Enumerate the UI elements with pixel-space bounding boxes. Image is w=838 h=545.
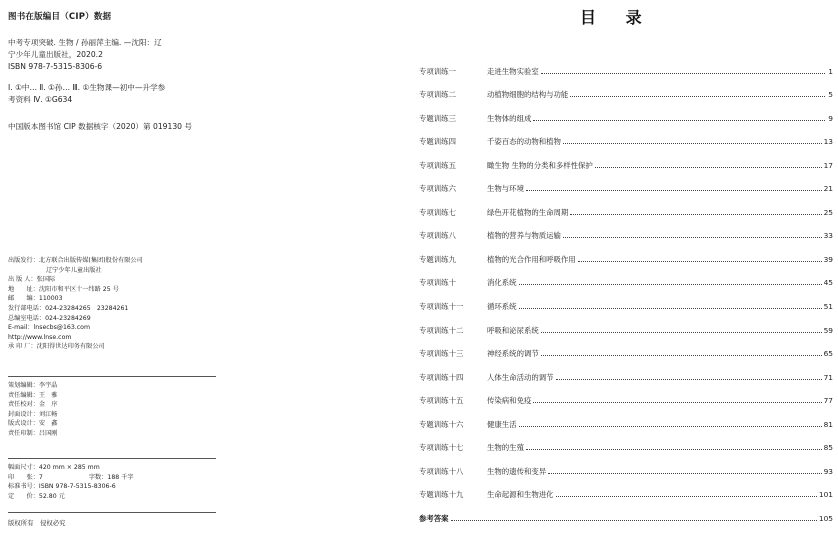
dot-leader	[541, 73, 825, 74]
toc-page	[412, 0, 838, 545]
toc-entry-label: 专项训练八	[419, 231, 456, 241]
toc-entry-title: 绿色开花植物的生命周期	[487, 207, 569, 217]
spec-line: 定 价：52.80 元	[8, 492, 65, 500]
toc-entry-title: 传染病和免疫	[487, 396, 532, 406]
copyright-page	[0, 0, 412, 545]
toc-entry-references[interactable]	[419, 512, 833, 524]
toc-entry[interactable]	[419, 277, 833, 289]
toc-entry[interactable]	[419, 112, 833, 124]
dot-leader	[556, 379, 822, 380]
toc-entry-title: 人体生命活动的调节	[487, 372, 554, 382]
toc-entry-page: 21	[823, 184, 833, 194]
toc-entry-title: 呼吸和泌尿系统	[487, 325, 539, 335]
rights-notice: 版权所有 侵权必究	[8, 519, 66, 527]
dot-leader	[578, 261, 822, 262]
toc-entry-label: 专题训练四	[419, 137, 456, 147]
dot-leader	[519, 308, 822, 309]
publisher-line: 总编室电话：024-23284269	[8, 314, 91, 322]
toc-entry-title: 健康生活	[487, 419, 517, 429]
toc-entry[interactable]	[419, 253, 833, 265]
dot-leader	[526, 449, 822, 450]
toc-entry[interactable]	[419, 418, 833, 430]
toc-entry-title: 走进生物实验室	[487, 66, 539, 76]
publisher-line: 辽宁少年儿童出版社	[46, 266, 102, 274]
toc-entry-label: 专项训练十五	[419, 396, 464, 406]
toc-entry-title: 循环系统	[487, 302, 517, 311]
toc-entry-page: 33	[823, 231, 833, 241]
toc-entry-page: 65	[823, 349, 833, 359]
dot-leader	[541, 355, 822, 356]
toc-entry-page: 77	[823, 396, 833, 406]
publisher-line: http://www.lnse.com	[8, 333, 72, 341]
spec-line: 标准书号：ISBN 978-7-5315-8306-6	[8, 483, 116, 491]
spec-sheets: 印 张：7	[8, 473, 43, 481]
dot-leader	[533, 402, 821, 403]
toc-entry-page: 85	[823, 443, 833, 453]
toc-entry[interactable]	[419, 206, 833, 218]
toc-entry[interactable]	[419, 159, 833, 171]
spec-line	[8, 473, 134, 483]
toc-entry-page: 93	[823, 466, 833, 476]
toc-entry-title: 动植物细胞的结构与功能	[487, 90, 569, 100]
toc-entry-page: 39	[823, 254, 833, 264]
toc-entry-label: 专项训练十一	[419, 302, 464, 311]
toc-entry-title: 生物的遗传和变异	[487, 466, 547, 476]
toc-entry-title: 生物与环境	[487, 184, 524, 194]
toc-entry-page: 45	[823, 278, 833, 288]
dot-leader	[563, 237, 822, 238]
spec-word-count: 字数：188 千字	[88, 473, 134, 481]
toc-entry-page: 101	[818, 490, 833, 500]
dot-leader	[451, 520, 817, 521]
toc-entry-page: 13	[823, 137, 833, 147]
toc-entry-page: 81	[823, 419, 833, 429]
publisher-line: 发行部电话：024-23284265 23284261	[8, 304, 129, 312]
toc-entry[interactable]	[419, 442, 833, 454]
toc-entry-title: 生物体的组成	[487, 113, 532, 123]
toc-entry-label: 专项训练六	[419, 184, 456, 194]
toc-entry-page: 59	[823, 325, 833, 335]
staff-line: 封面设计：刘江畅	[8, 410, 58, 418]
toc-entry-label: 参考答案	[419, 513, 449, 523]
staff-credits	[8, 381, 58, 439]
cip-line: 宁少年儿童出版社，2020.2	[8, 50, 103, 59]
toc-entry-page: 71	[823, 372, 833, 382]
cip-line: 考资料 Ⅳ. ①G634	[8, 95, 73, 104]
staff-line: 责任编辑：王 雅	[8, 391, 58, 399]
dot-leader	[563, 143, 822, 144]
toc-entry-page: 1	[828, 66, 833, 76]
dot-leader	[541, 332, 822, 333]
toc-entry-page: 105	[818, 513, 833, 523]
toc-entry-title: 瞰生物 生物的分类和多样性保护	[487, 160, 593, 170]
staff-line: 责任印制：吕国刚	[8, 429, 58, 437]
toc-entry-title: 神经系统的调节	[487, 349, 539, 359]
cip-line: Ⅰ. ①中… Ⅱ. ①孙… Ⅲ. ①生物课—初中—升学参	[8, 83, 166, 92]
cip-record	[8, 37, 248, 73]
publisher-line: 承 印 厂：沈阳得世达印务有限公司	[8, 343, 105, 351]
toc-entry[interactable]	[419, 489, 833, 501]
toc-entry-title: 植物的营养与物质运输	[487, 231, 561, 241]
toc-entry-title: 植物的光合作用和呼吸作用	[487, 254, 576, 264]
toc-entry-label: 专项训练十八	[419, 466, 464, 476]
toc-entry-label: 专题训练九	[419, 254, 456, 264]
toc-entry[interactable]	[419, 324, 833, 336]
divider	[8, 512, 216, 513]
toc-entry-label: 专项训练十七	[419, 443, 464, 453]
cip-classification	[8, 82, 165, 106]
toc-entry-page: 51	[823, 302, 833, 311]
publisher-line: E-mail：lnsecbs@163.com	[8, 324, 90, 332]
cip-line: 中考专项突破. 生物 / 孙丽萍主编. —沈阳：辽	[8, 38, 162, 47]
toc-entry[interactable]	[419, 65, 833, 77]
toc-entry-label: 专项训练十三	[419, 349, 464, 359]
staff-line: 策划编辑：李宇晶	[8, 382, 58, 389]
toc-entry[interactable]	[419, 136, 833, 148]
dot-leader	[519, 426, 822, 427]
spec-line: 幅面尺寸：420 mm × 285 mm	[8, 464, 100, 471]
publisher-line: 邮 编：110003	[8, 295, 63, 303]
cip-data-number: 中国版本图书馆 CIP 数据核字（2020）第 019130 号	[8, 122, 192, 131]
toc-entry-label: 专项训练十	[419, 278, 456, 288]
toc-entry-label: 专项训练十二	[419, 325, 464, 335]
publisher-info	[8, 256, 143, 352]
toc-entry-label: 专题训练十六	[419, 419, 464, 429]
toc-entry[interactable]	[419, 348, 833, 360]
dot-leader	[533, 120, 825, 121]
toc-entry-label: 专题训练三	[419, 113, 456, 123]
toc-entry-page: 25	[823, 207, 833, 217]
toc-entry[interactable]	[419, 395, 833, 407]
toc-entry-title: 生物的生殖	[487, 443, 524, 453]
toc-entry[interactable]	[419, 89, 833, 101]
publisher-line: 出 版 人：张国际	[8, 276, 56, 284]
toc-title: 目 录	[580, 8, 654, 27]
dot-leader	[519, 284, 822, 285]
toc-entry-page: 17	[823, 160, 833, 170]
toc-entry-label: 专项训练七	[419, 207, 456, 217]
book-specs	[8, 463, 134, 501]
cip-line: ISBN 978-7-5315-8306-6	[8, 62, 103, 71]
dot-leader	[570, 214, 821, 215]
cip-heading: 图书在版编目（CIP）数据	[8, 12, 112, 22]
publisher-line: 出版发行：北方联合出版传媒(集团)股份有限公司	[8, 257, 143, 264]
dot-leader	[526, 190, 822, 191]
toc-entry-title: 消化系统	[487, 278, 517, 288]
publisher-line: 地 址：沈阳市和平区十一纬路 25 号	[8, 285, 119, 293]
dot-leader	[556, 496, 817, 497]
dot-leader	[595, 167, 822, 168]
dot-leader	[570, 96, 825, 97]
toc-entry-title: 千姿百态的动物和植物	[487, 137, 561, 147]
toc-entry[interactable]	[419, 183, 833, 195]
staff-line: 版式设计：安 鑫	[8, 420, 58, 428]
toc-entry[interactable]	[419, 465, 833, 477]
staff-line: 责任校对：金 序	[8, 401, 58, 409]
divider	[8, 376, 216, 377]
toc-entry-label: 专项训练十四	[419, 372, 464, 382]
toc-entry-label: 专项训练五	[419, 160, 456, 170]
toc-entry-page: 5	[828, 90, 833, 100]
toc-entry[interactable]	[419, 230, 833, 242]
toc-entry-title: 生命起源和生物进化	[487, 490, 554, 500]
dot-leader	[548, 473, 821, 474]
toc-entry[interactable]	[419, 371, 833, 383]
toc-entry[interactable]	[419, 301, 833, 313]
toc-entry-label: 专项训练一	[419, 66, 456, 76]
toc-entry-label: 专项训练二	[419, 90, 456, 100]
toc-entry-page: 9	[828, 113, 833, 123]
divider	[8, 458, 216, 459]
toc-entry-label: 专题训练十九	[419, 490, 464, 500]
